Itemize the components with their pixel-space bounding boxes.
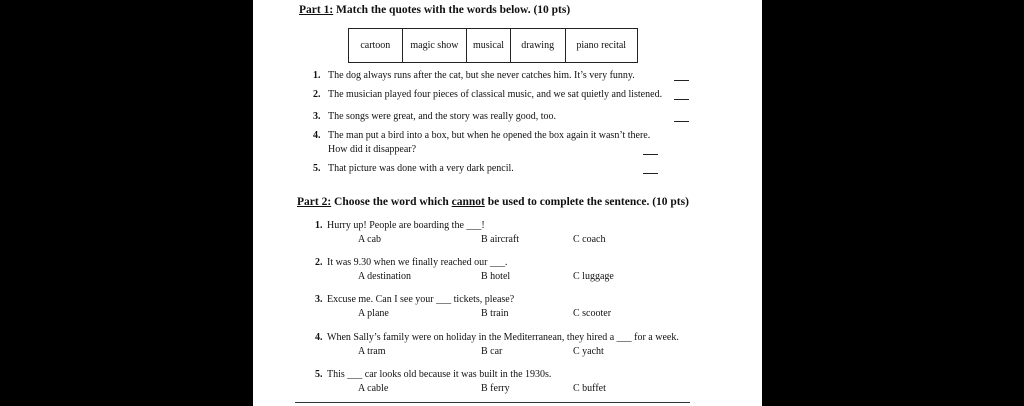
- p1-item2-number: 2.: [313, 89, 321, 100]
- p2-q2-option-a[interactable]: A destination: [358, 271, 412, 282]
- p2-q3-option-c[interactable]: C scooter: [573, 308, 612, 319]
- word-cartoon: cartoon: [349, 29, 403, 62]
- p2-q2-option-c[interactable]: C luggage: [573, 271, 614, 282]
- p1-item2-answer-blank[interactable]: [674, 99, 689, 100]
- p2-q2-number: 2.: [315, 257, 323, 268]
- p1-item3-number: 3.: [313, 111, 321, 122]
- p1-item4-text-continued: How did it disappear?: [328, 144, 417, 155]
- p2-q5-option-c[interactable]: C buffet: [573, 383, 606, 394]
- p2-q4-number: 4.: [315, 332, 323, 343]
- part2-title-emphasis: cannot: [451, 196, 485, 208]
- p2-q3-number: 3.: [315, 294, 323, 305]
- p1-item4-number: 4.: [313, 130, 321, 141]
- part1-title: Match the quotes with the words below. (10 pts): [333, 4, 571, 16]
- p2-q2-text: It was 9.30 when we finally reached our ___.: [327, 257, 508, 268]
- word-musical: musical: [467, 29, 511, 62]
- p2-q5-text: This ___ car looks old because it was built in the 1930s.: [327, 369, 552, 380]
- p2-q1-number: 1.: [315, 220, 323, 231]
- p2-q1-option-b[interactable]: B aircraft: [481, 234, 520, 245]
- p2-q5-option-b[interactable]: B ferry: [481, 383, 510, 394]
- part2-title-post: be used to complete the sentence. (10 pts): [484, 196, 689, 208]
- p2-q4-text: When Sally’s family were on holiday in the Mediterranean, they hired a ___ for a week.: [327, 332, 679, 343]
- part1-heading: [299, 4, 570, 16]
- part2-title-pre: Choose the word which: [331, 196, 452, 208]
- footer-divider: [295, 402, 690, 403]
- p1-item1-number: 1.: [313, 70, 321, 81]
- p2-q4-option-b[interactable]: B car: [481, 346, 503, 357]
- p2-q3-option-b[interactable]: B train: [481, 308, 509, 319]
- word-drawing: drawing: [511, 29, 566, 62]
- p1-item1-text: The dog always runs after the cat, but she never catches him. It’s very funny.: [328, 70, 635, 81]
- part1-label: Part 1:: [299, 4, 334, 16]
- p1-item4-text: The man put a bird into a box, but when he opened the box again it wasn’t there.: [328, 130, 651, 141]
- p1-item5-answer-blank[interactable]: [643, 173, 658, 174]
- p1-item2-text: The musician played four pieces of classical music, and we sat quietly and listened.: [328, 89, 663, 100]
- p2-q4-option-a[interactable]: A tram: [358, 346, 386, 357]
- p1-item4-answer-blank[interactable]: [643, 154, 658, 155]
- p1-item5-number: 5.: [313, 163, 321, 174]
- p2-q3-text: Excuse me. Can I see your ___ tickets, please?: [327, 294, 515, 305]
- word-piano-recital: piano recital: [576, 40, 627, 51]
- p1-item3-answer-blank[interactable]: [674, 121, 689, 122]
- p2-q5-option-a[interactable]: A cable: [358, 383, 389, 394]
- p2-q1-option-a[interactable]: A cab: [358, 234, 382, 245]
- word-bank: [348, 28, 638, 63]
- p1-item5-text: That picture was done with a very dark pencil.: [328, 163, 514, 174]
- part2-label: Part 2:: [297, 196, 332, 208]
- p2-q4-option-c[interactable]: C yacht: [573, 346, 604, 357]
- p2-q1-text: Hurry up! People are boarding the ___!: [327, 220, 485, 231]
- p2-q3-option-a[interactable]: A plane: [358, 308, 389, 319]
- p2-q5-number: 5.: [315, 369, 323, 380]
- word-magic-show: magic show: [403, 29, 468, 62]
- p2-q1-option-c[interactable]: C coach: [573, 234, 606, 245]
- p1-item1-answer-blank[interactable]: [674, 80, 689, 81]
- worksheet-page: [253, 0, 762, 406]
- p1-item3-text: The songs were great, and the story was really good, too.: [328, 111, 556, 122]
- part2-heading: [297, 196, 689, 208]
- p2-q2-option-b[interactable]: B hotel: [481, 271, 511, 282]
